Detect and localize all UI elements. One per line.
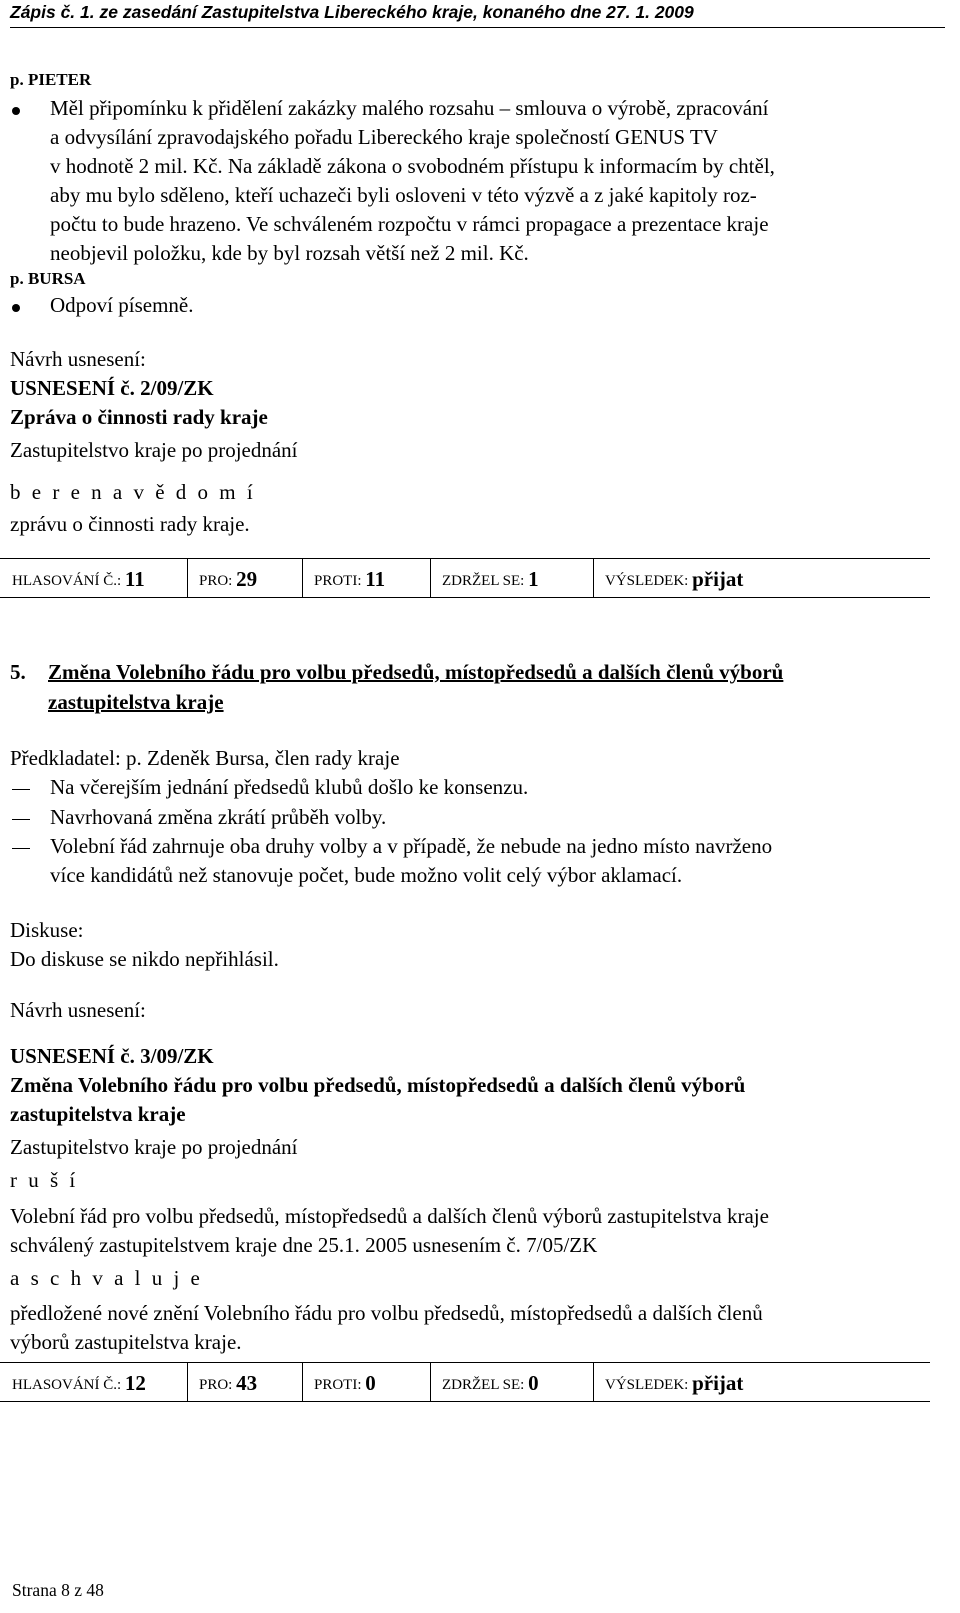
dash-icon bbox=[12, 819, 30, 820]
section-title-line: Změna Volebního řádu pro volbu předsedů, místopředsedů a dalších členů výborů bbox=[48, 660, 784, 684]
cell-divider bbox=[430, 559, 431, 597]
vote-zdrzel-label: ZDRŽEL SE: bbox=[442, 573, 525, 589]
cell-divider bbox=[430, 1363, 431, 1401]
diskuse-text: Do diskuse se nikdo nepřihlásil. bbox=[10, 947, 279, 971]
resolution-text: Volební řád pro volbu předsedů, místopředsedů a dalších členů výborů zastupitelstva kraje bbox=[10, 1204, 769, 1228]
text-line: a odvysílání zpravodajského pořadu Libereckého kraje společností GENUS TV bbox=[50, 125, 718, 149]
vote-table bbox=[0, 558, 930, 598]
list-item-text: Navrhovaná změna zkrátí průběh volby. bbox=[50, 805, 387, 829]
resolution-text: schválený zastupitelstvem kraje dne 25.1. 2005 usnesením č. 7/05/ZK bbox=[10, 1233, 598, 1257]
bullet-icon bbox=[12, 107, 20, 115]
resolution-number: USNESENÍ č. 3/09/ZK bbox=[10, 1044, 214, 1068]
page-number: Strana 8 z 48 bbox=[12, 1580, 104, 1600]
resolution-title: Zpráva o činnosti rady kraje bbox=[10, 405, 268, 429]
vote-result-label: VÝSLEDEK: bbox=[605, 573, 689, 589]
text-line: Měl připomínku k přidělení zakázky malého rozsahu – smlouva o výrobě, zpracování bbox=[50, 96, 769, 120]
list-item-text: Na včerejším jednání předsedů klubů došlo ke konsenzu. bbox=[50, 775, 529, 799]
vote-number-cell bbox=[12, 559, 145, 597]
resolution-action: a s c h v a l u j e bbox=[10, 1266, 203, 1290]
predkladatel-value: p. Zdeněk Bursa, člen rady kraje bbox=[120, 746, 400, 770]
vote-number-label: HLASOVÁNÍ Č.: bbox=[12, 573, 122, 589]
resolution-intro: Zastupitelstvo kraje po projednání bbox=[10, 1135, 298, 1159]
navrh-usneseni-label: Návrh usnesení: bbox=[10, 998, 146, 1022]
cell-divider bbox=[302, 1363, 303, 1401]
vote-table bbox=[0, 1362, 930, 1402]
predkladatel-label: Předkladatel: bbox=[10, 746, 121, 770]
vote-proti-value: 11 bbox=[365, 567, 386, 591]
text-line: neobjevil položku, kde by byl rozsah větší než 2 mil. Kč. bbox=[50, 241, 529, 265]
dash-icon bbox=[12, 848, 30, 849]
navrh-usneseni-label: Návrh usnesení: bbox=[10, 347, 146, 371]
vote-pro-cell bbox=[199, 1363, 257, 1401]
text-line: počtu to bude hrazeno. Ve schváleném rozpočtu v rámci propagace a prezentace kraje bbox=[50, 212, 769, 236]
vote-number-cell bbox=[12, 1363, 146, 1401]
vote-pro-label: PRO: bbox=[199, 1377, 233, 1393]
bullet-icon bbox=[12, 304, 20, 312]
vote-number-value: 11 bbox=[124, 567, 145, 591]
vote-result-value: přijat bbox=[692, 567, 744, 591]
speaker-bursa: p. BURSA bbox=[10, 269, 86, 288]
resolution-action: b e r e n a v ě d o m í bbox=[10, 480, 256, 504]
diskuse-label: Diskuse: bbox=[10, 918, 84, 942]
pieter-statement bbox=[10, 96, 945, 266]
document-header: Zápis č. 1. ze zasedání Zastupitelstva Libereckého kraje, konaného dne 27. 1. 2009 bbox=[10, 2, 694, 22]
list-item-text-continued: více kandidátů než stanovuje počet, bude možno volit celý výbor aklamací. bbox=[50, 863, 683, 887]
vote-proti-value: 0 bbox=[365, 1371, 376, 1395]
vote-result-cell bbox=[605, 559, 743, 597]
resolution-number: USNESENÍ č. 2/09/ZK bbox=[10, 376, 214, 400]
vote-zdrzel-value: 0 bbox=[528, 1371, 539, 1395]
vote-proti-cell bbox=[314, 1363, 376, 1401]
section-title bbox=[48, 660, 783, 685]
bursa-statement bbox=[10, 293, 945, 321]
vote-pro-cell bbox=[199, 559, 257, 597]
cell-divider bbox=[187, 1363, 188, 1401]
vote-pro-value: 43 bbox=[236, 1371, 258, 1395]
text-line: Odpoví písemně. bbox=[50, 293, 194, 317]
section-number: 5. bbox=[10, 660, 26, 684]
vote-zdrzel-label: ZDRŽEL SE: bbox=[442, 1377, 525, 1393]
resolution-text: předložené nové znění Volebního řádu pro volbu předsedů, místopředsedů a dalších členů bbox=[10, 1301, 763, 1325]
vote-zdrzel-value: 1 bbox=[528, 567, 539, 591]
cell-divider bbox=[593, 559, 594, 597]
list-item-text: Volební řád zahrnuje oba druhy volby a v případě, že nebude na jedno místo navrženo bbox=[50, 834, 773, 858]
speaker-pieter: p. PIETER bbox=[10, 70, 92, 89]
vote-number-value: 12 bbox=[124, 1371, 146, 1395]
vote-result-cell bbox=[605, 1363, 743, 1401]
vote-zdrzel-cell bbox=[442, 559, 539, 597]
resolution-text: zprávu o činnosti rady kraje. bbox=[10, 512, 250, 536]
predkladatel bbox=[10, 746, 400, 771]
text-line: v hodnotě 2 mil. Kč. Na základě zákona o svobodném přístupu k informacím by chtěl, bbox=[50, 154, 775, 178]
section-title-line: zastupitelstva kraje bbox=[48, 690, 224, 714]
vote-proti-cell bbox=[314, 559, 385, 597]
resolution-intro: Zastupitelstvo kraje po projednání bbox=[10, 438, 298, 462]
dash-icon bbox=[12, 789, 30, 790]
section-title bbox=[48, 690, 224, 715]
resolution-action: r u š í bbox=[10, 1168, 79, 1192]
vote-pro-value: 29 bbox=[236, 567, 258, 591]
vote-pro-label: PRO: bbox=[199, 573, 233, 589]
resolution-title: zastupitelstva kraje bbox=[10, 1102, 186, 1126]
vote-result-label: VÝSLEDEK: bbox=[605, 1377, 689, 1393]
vote-number-label: HLASOVÁNÍ Č.: bbox=[12, 1377, 122, 1393]
vote-zdrzel-cell bbox=[442, 1363, 539, 1401]
vote-proti-label: PROTI: bbox=[314, 573, 362, 589]
cell-divider bbox=[593, 1363, 594, 1401]
header-rule bbox=[10, 27, 945, 28]
cell-divider bbox=[187, 559, 188, 597]
resolution-text: výborů zastupitelstva kraje. bbox=[10, 1330, 242, 1354]
cell-divider bbox=[302, 559, 303, 597]
resolution-title: Změna Volebního řádu pro volbu předsedů, místopředsedů a dalších členů výborů bbox=[10, 1073, 746, 1097]
text-line: aby mu bylo sděleno, kteří uchazeči byli osloveni v této výzvě a z jaké kapitoly roz- bbox=[50, 183, 757, 207]
vote-proti-label: PROTI: bbox=[314, 1377, 362, 1393]
vote-result-value: přijat bbox=[692, 1371, 744, 1395]
